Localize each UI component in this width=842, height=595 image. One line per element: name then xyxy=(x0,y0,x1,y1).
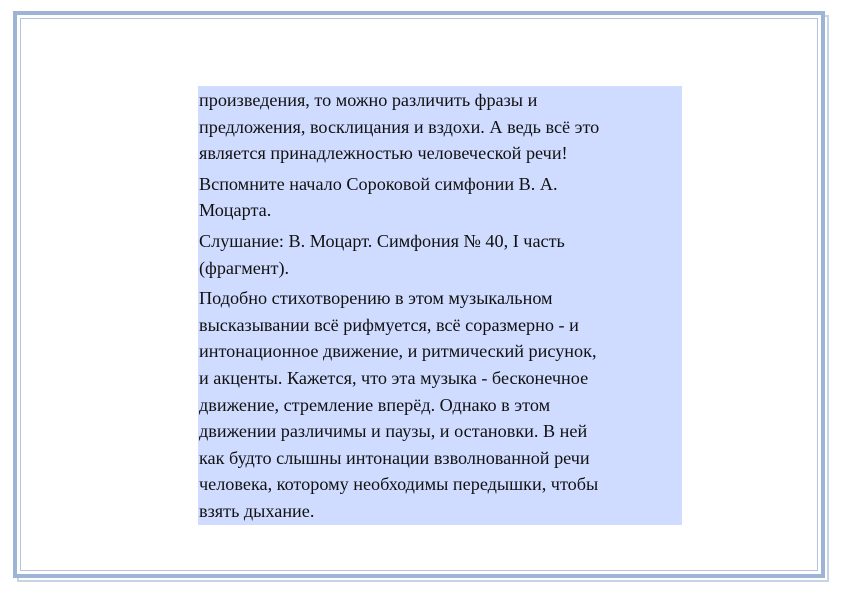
paragraph-recall-symphony: Вспомните начало Сороковой симфонии В. А. Моцарта. xyxy=(199,173,558,221)
paragraph-listening: Слушание: В. Моцарт. Симфония № 40, I часть (фрагмент). xyxy=(199,230,565,278)
paragraph-analysis: Подобно стихотворению в этом музыкальном высказывании всё рифмуется, всё соразмерно - и интонационное движение, и ритмический рисунок, и акценты. Кажется, что эта музыка - бесконечное движение, стремление вперёд. Однако в этом движении различимы и паузы, и остановки. В ней как будто слышны интонации взволнованной речи человека, которому необходимы передышки, чтобы взять дыхание. xyxy=(199,288,599,521)
paragraph-intro: произведения, то можно различить фразы и предложения, восклицания и вздохи. А ведь всё это является принадлежностью человеческой речи! xyxy=(199,90,600,164)
text-block xyxy=(198,86,682,525)
